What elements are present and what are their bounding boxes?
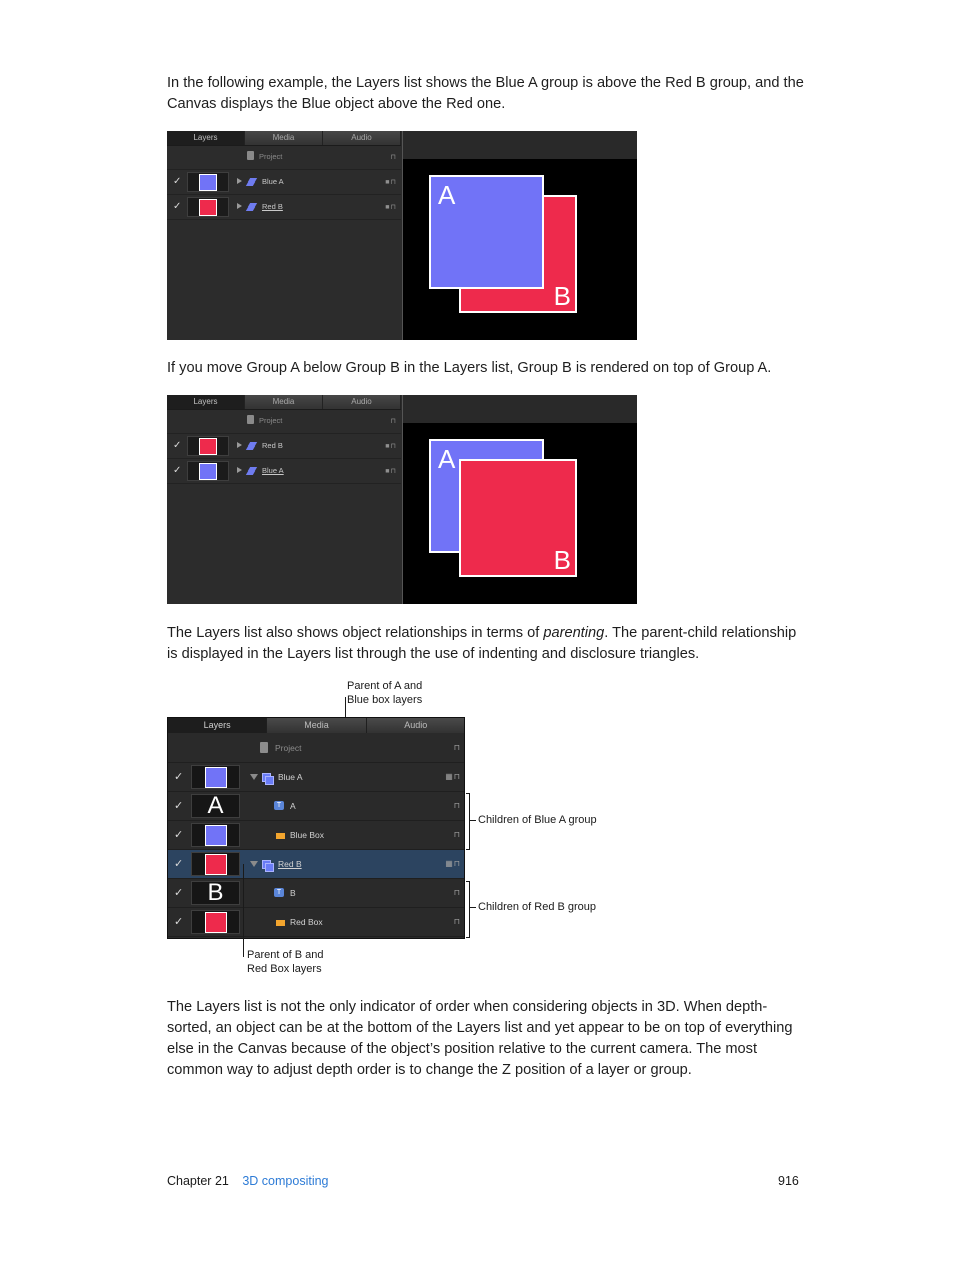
layers-panel <box>167 395 401 604</box>
lock-icon[interactable]: ⊓ <box>390 154 397 161</box>
panel-tabs <box>167 395 401 410</box>
visibility-checkbox[interactable]: ✓ <box>173 440 182 451</box>
page-number: 916 <box>778 1174 799 1188</box>
project-icon <box>247 415 254 424</box>
parenting-paragraph <box>167 623 807 665</box>
layer-label: Blue A <box>278 772 303 782</box>
callout-children-blue-a: Children of Blue A group <box>478 814 597 826</box>
paragraph-text: The Layers list also shows object relationships in terms of <box>167 625 544 641</box>
tab-audio[interactable]: Audio <box>323 131 401 145</box>
lock-icon[interactable]: ■⊓ <box>385 179 397 186</box>
bracket-line <box>466 793 470 794</box>
intro-paragraph: In the following example, the Layers list shows the Blue A group is above the Red B group, and the Canvas displays the Blue object above the Red one. <box>167 75 804 112</box>
bracket-line <box>470 907 476 908</box>
layer-thumbnail <box>191 823 240 847</box>
group-icon <box>247 203 257 211</box>
layer-thumbnail <box>191 794 240 818</box>
layer-label: Blue A <box>262 466 284 475</box>
layer-row-blue-a[interactable] <box>167 459 401 484</box>
visibility-checkbox[interactable]: ✓ <box>174 858 184 870</box>
disclosure-triangle-icon[interactable] <box>250 861 258 867</box>
layer-thumbnail <box>191 881 240 905</box>
group-icon <box>262 860 273 870</box>
project-label: Project <box>259 152 283 161</box>
project-row[interactable] <box>168 734 465 763</box>
emphasis-text: parenting <box>543 625 605 641</box>
layer-row-red-b[interactable] <box>167 195 401 220</box>
visibility-checkbox[interactable]: ✓ <box>173 465 182 476</box>
lock-icon[interactable]: ⊓ <box>453 917 461 926</box>
lock-icon[interactable]: ■⊓ <box>385 468 397 475</box>
lock-icon[interactable]: ⊓ <box>453 888 461 897</box>
layer-thumbnail <box>187 172 229 192</box>
layer-label: Blue Box <box>290 830 325 840</box>
bracket-line <box>466 849 470 850</box>
tab-layers[interactable]: Layers <box>168 718 267 733</box>
layer-thumbnail <box>191 910 240 934</box>
panel-tabs <box>168 718 465 733</box>
layers-panel-parenting <box>167 717 465 939</box>
bracket-line <box>466 937 470 938</box>
canvas <box>402 395 637 604</box>
canvas-letter-b: B <box>553 545 571 575</box>
blue-box <box>429 175 544 289</box>
disclosure-triangle-icon[interactable] <box>237 467 242 473</box>
layer-label: B <box>290 888 296 898</box>
chapter-link[interactable]: 3D compositing <box>242 1174 329 1188</box>
project-row[interactable] <box>167 145 401 170</box>
tab-media[interactable]: Media <box>245 131 323 145</box>
visibility-checkbox[interactable]: ✓ <box>174 829 184 841</box>
disclosure-triangle-icon[interactable] <box>237 203 242 209</box>
layer-thumbnail <box>187 436 229 456</box>
visibility-checkbox[interactable]: ✓ <box>174 800 184 812</box>
callout-line: Parent of B and <box>247 949 324 961</box>
shape-layer-icon <box>274 917 285 926</box>
visibility-checkbox[interactable]: ✓ <box>173 201 182 212</box>
panel-tabs <box>167 131 401 146</box>
bracket-line <box>470 820 476 821</box>
layers-panel <box>167 131 401 340</box>
layer-thumbnail <box>187 197 229 217</box>
tab-layers[interactable]: Layers <box>167 395 245 409</box>
project-label: Project <box>259 416 283 425</box>
lock-icon[interactable]: ▦⊓ <box>445 772 461 781</box>
canvas-toolbar <box>403 131 637 159</box>
layer-thumbnail <box>187 461 229 481</box>
disclosure-triangle-icon[interactable] <box>250 774 258 780</box>
callout-parent-red-b <box>247 948 323 976</box>
group-icon <box>247 178 257 186</box>
lock-icon[interactable]: ⊓ <box>390 418 397 425</box>
layer-row-a[interactable] <box>168 792 465 821</box>
shape-layer-icon <box>274 830 285 839</box>
tab-layers[interactable]: Layers <box>167 131 245 145</box>
layers-screenshot-red-above <box>167 395 637 604</box>
layer-row-blue-a[interactable] <box>167 170 401 195</box>
layer-row-blue-a[interactable] <box>168 763 465 792</box>
callout-parent-blue-a <box>347 679 422 707</box>
footer-chapter <box>167 1174 329 1188</box>
disclosure-triangle-icon[interactable] <box>237 178 242 184</box>
layer-label: A <box>290 801 296 811</box>
callout-children-red-b: Children of Red B group <box>478 901 597 913</box>
layer-label: Red B <box>278 859 302 869</box>
lock-icon[interactable]: ⊓ <box>453 830 461 839</box>
layer-label: Red B <box>262 202 283 211</box>
callout-line: Red Box layers <box>247 963 322 975</box>
project-icon <box>260 742 268 753</box>
layer-row-red-box[interactable] <box>168 908 465 937</box>
thumbnail-glyph-a: A <box>207 792 224 819</box>
lock-icon[interactable]: ▦⊓ <box>445 859 461 868</box>
layer-thumbnail <box>191 765 240 789</box>
visibility-checkbox[interactable]: ✓ <box>174 887 184 899</box>
lock-icon[interactable]: ■⊓ <box>385 204 397 211</box>
layers-screenshot-blue-above <box>167 131 637 340</box>
tab-audio[interactable]: Audio <box>367 718 465 733</box>
layer-row-blue-box[interactable] <box>168 821 465 850</box>
canvas-letter-b: B <box>553 281 571 311</box>
text-layer-icon: T <box>274 888 284 897</box>
visibility-checkbox[interactable]: ✓ <box>174 771 184 783</box>
lock-icon[interactable]: ■⊓ <box>385 443 397 450</box>
tab-media[interactable]: Media <box>245 395 323 409</box>
disclosure-triangle-icon[interactable] <box>237 442 242 448</box>
canvas <box>402 131 637 340</box>
text-layer-icon: T <box>274 801 284 810</box>
canvas-letter-a: A <box>438 180 456 210</box>
layer-label: Red B <box>262 441 283 450</box>
bracket-line <box>469 793 470 850</box>
layer-thumbnail <box>191 852 240 876</box>
reorder-paragraph: If you move Group A below Group B in the Layers list, Group B is rendered on top of Group A. <box>167 360 772 376</box>
project-label: Project <box>275 743 302 753</box>
project-row[interactable] <box>167 409 401 434</box>
bracket-line <box>466 881 470 882</box>
callout-line: Parent of A and <box>347 680 423 692</box>
layer-label: Red Box <box>290 917 323 927</box>
canvas-toolbar <box>403 395 637 423</box>
bracket-line <box>469 881 470 938</box>
group-icon <box>262 773 273 783</box>
canvas-letter-a: A <box>438 444 456 474</box>
paragraph-text: . The parent-child relationship is displayed in the Layers list through the use of indenting and disclosure triangles. <box>167 625 797 662</box>
layer-row-red-b[interactable] <box>167 434 401 459</box>
tab-audio[interactable]: Audio <box>323 395 401 409</box>
depth-paragraph: The Layers list is not the only indicator of order when considering objects in 3D. When depth-sorted, an object can be at the bottom of the Layers list and yet appear to be on top of everything else in the Canvas because of the object’s position relative to the current camera. The most common way to adjust depth order is to change the Z position of a layer or group. <box>167 999 793 1078</box>
group-icon <box>247 467 257 475</box>
callout-line: Blue box layers <box>347 694 423 706</box>
thumbnail-glyph-b: B <box>207 879 224 906</box>
group-icon <box>247 442 257 450</box>
layer-row-b[interactable] <box>168 879 465 908</box>
leader-line <box>243 864 244 957</box>
tab-media[interactable]: Media <box>267 718 366 733</box>
project-icon <box>247 151 254 160</box>
layer-label: Blue A <box>262 177 284 186</box>
visibility-checkbox[interactable]: ✓ <box>173 176 182 187</box>
red-box <box>459 459 577 577</box>
visibility-checkbox[interactable]: ✓ <box>174 916 184 928</box>
chapter-number: Chapter 21 <box>167 1174 229 1188</box>
layer-row-red-b[interactable] <box>168 850 465 879</box>
lock-icon[interactable]: ⊓ <box>453 801 461 810</box>
lock-icon[interactable]: ⊓ <box>453 743 461 752</box>
